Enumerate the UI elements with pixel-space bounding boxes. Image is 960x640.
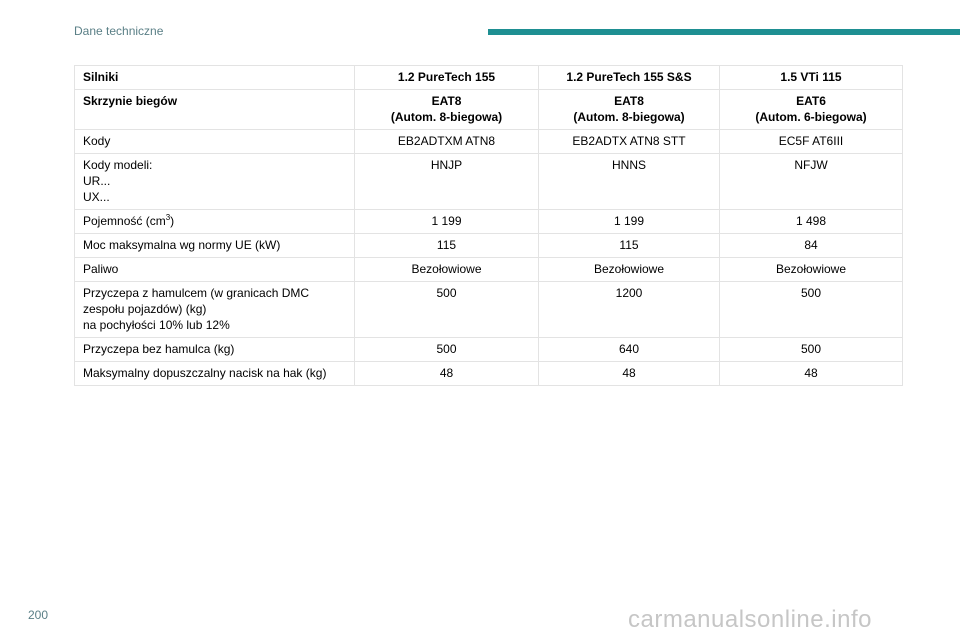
table-cell: 500 xyxy=(355,282,539,338)
table-cell: Bezołowiowe xyxy=(355,258,539,282)
table-cell: 1200 xyxy=(539,282,720,338)
table-row xyxy=(75,154,903,210)
table-cell: 115 xyxy=(355,234,539,258)
table-cell: HNNS xyxy=(539,154,720,210)
superscript: 3 xyxy=(165,213,171,222)
label-text: Pojemność (cm xyxy=(83,214,166,228)
cell-line: UX... xyxy=(83,190,110,204)
table-cell: EC5F AT6III xyxy=(720,130,903,154)
table-cell: EB2ADTX ATN8 STT xyxy=(539,130,720,154)
row-label-towbar-load: Maksymalny dopuszczalny nacisk na hak (kg) xyxy=(75,362,355,386)
cell-line: EAT6 xyxy=(796,94,826,108)
table-cell: HNJP xyxy=(355,154,539,210)
row-label-unbraked-trailer: Przyczepa bez hamulca (kg) xyxy=(75,338,355,362)
table-cell xyxy=(539,90,720,130)
table-cell: NFJW xyxy=(720,154,903,210)
table-cell xyxy=(720,90,903,130)
row-label-fuel: Paliwo xyxy=(75,258,355,282)
table-row xyxy=(75,130,903,154)
page-number: 200 xyxy=(28,608,49,622)
cell-line: Kody modeli: xyxy=(83,158,153,172)
row-label-model-codes xyxy=(75,154,355,210)
cell-line: EAT8 xyxy=(614,94,644,108)
table-cell: 48 xyxy=(355,362,539,386)
table-cell: 1 498 xyxy=(720,210,903,234)
table-row xyxy=(75,258,903,282)
table-row xyxy=(75,90,903,130)
table-cell: 84 xyxy=(720,234,903,258)
cell-line: (Autom. 6-biegowa) xyxy=(755,110,867,124)
table-cell: 500 xyxy=(355,338,539,362)
table-row xyxy=(75,234,903,258)
cell-line: na pochyłości 10% lub 12% xyxy=(83,318,230,332)
table-row xyxy=(75,338,903,362)
engine-spec-table xyxy=(74,65,903,386)
table-row xyxy=(75,282,903,338)
cell-line: EAT8 xyxy=(431,94,462,108)
row-label-engines: Silniki xyxy=(75,66,355,90)
table-cell: 115 xyxy=(539,234,720,258)
cell-line: UR... xyxy=(83,174,111,188)
table-cell: 48 xyxy=(720,362,903,386)
row-label-braked-trailer xyxy=(75,282,355,338)
table-cell: Bezołowiowe xyxy=(539,258,720,282)
cell-line: (Autom. 8-biegowa) xyxy=(573,110,685,124)
row-label-gearboxes: Skrzynie biegów xyxy=(75,90,355,130)
table-cell xyxy=(355,90,539,130)
row-label-codes: Kody xyxy=(75,130,355,154)
table-cell: 1 199 xyxy=(355,210,539,234)
row-label-max-power: Moc maksymalna wg normy UE (kW) xyxy=(75,234,355,258)
table-row xyxy=(75,66,903,90)
table-cell: 500 xyxy=(720,338,903,362)
cell-line: Przyczepa z hamulcem (w granicach DMC xyxy=(83,286,310,300)
table-cell: 1.2 PureTech 155 xyxy=(355,66,539,90)
table-cell: 1.5 VTi 115 xyxy=(720,66,903,90)
section-title: Dane techniczne xyxy=(74,24,164,38)
table-cell: 500 xyxy=(720,282,903,338)
table-row xyxy=(75,362,903,386)
row-label-displacement xyxy=(75,210,355,234)
table-cell: 1.2 PureTech 155 S&S xyxy=(539,66,720,90)
header-accent-bar xyxy=(488,29,960,35)
label-text: ) xyxy=(170,214,175,228)
table-row xyxy=(75,210,903,234)
table-cell: 1 199 xyxy=(539,210,720,234)
table-cell: EB2ADTXM ATN8 xyxy=(355,130,539,154)
table-cell: 48 xyxy=(539,362,720,386)
table-cell: 640 xyxy=(539,338,720,362)
cell-line: (Autom. 8-biegowa) xyxy=(390,110,503,124)
table-cell: Bezołowiowe xyxy=(720,258,903,282)
watermark: carmanualsonline.info xyxy=(628,606,872,633)
cell-line: zespołu pojazdów) (kg) xyxy=(83,302,207,316)
